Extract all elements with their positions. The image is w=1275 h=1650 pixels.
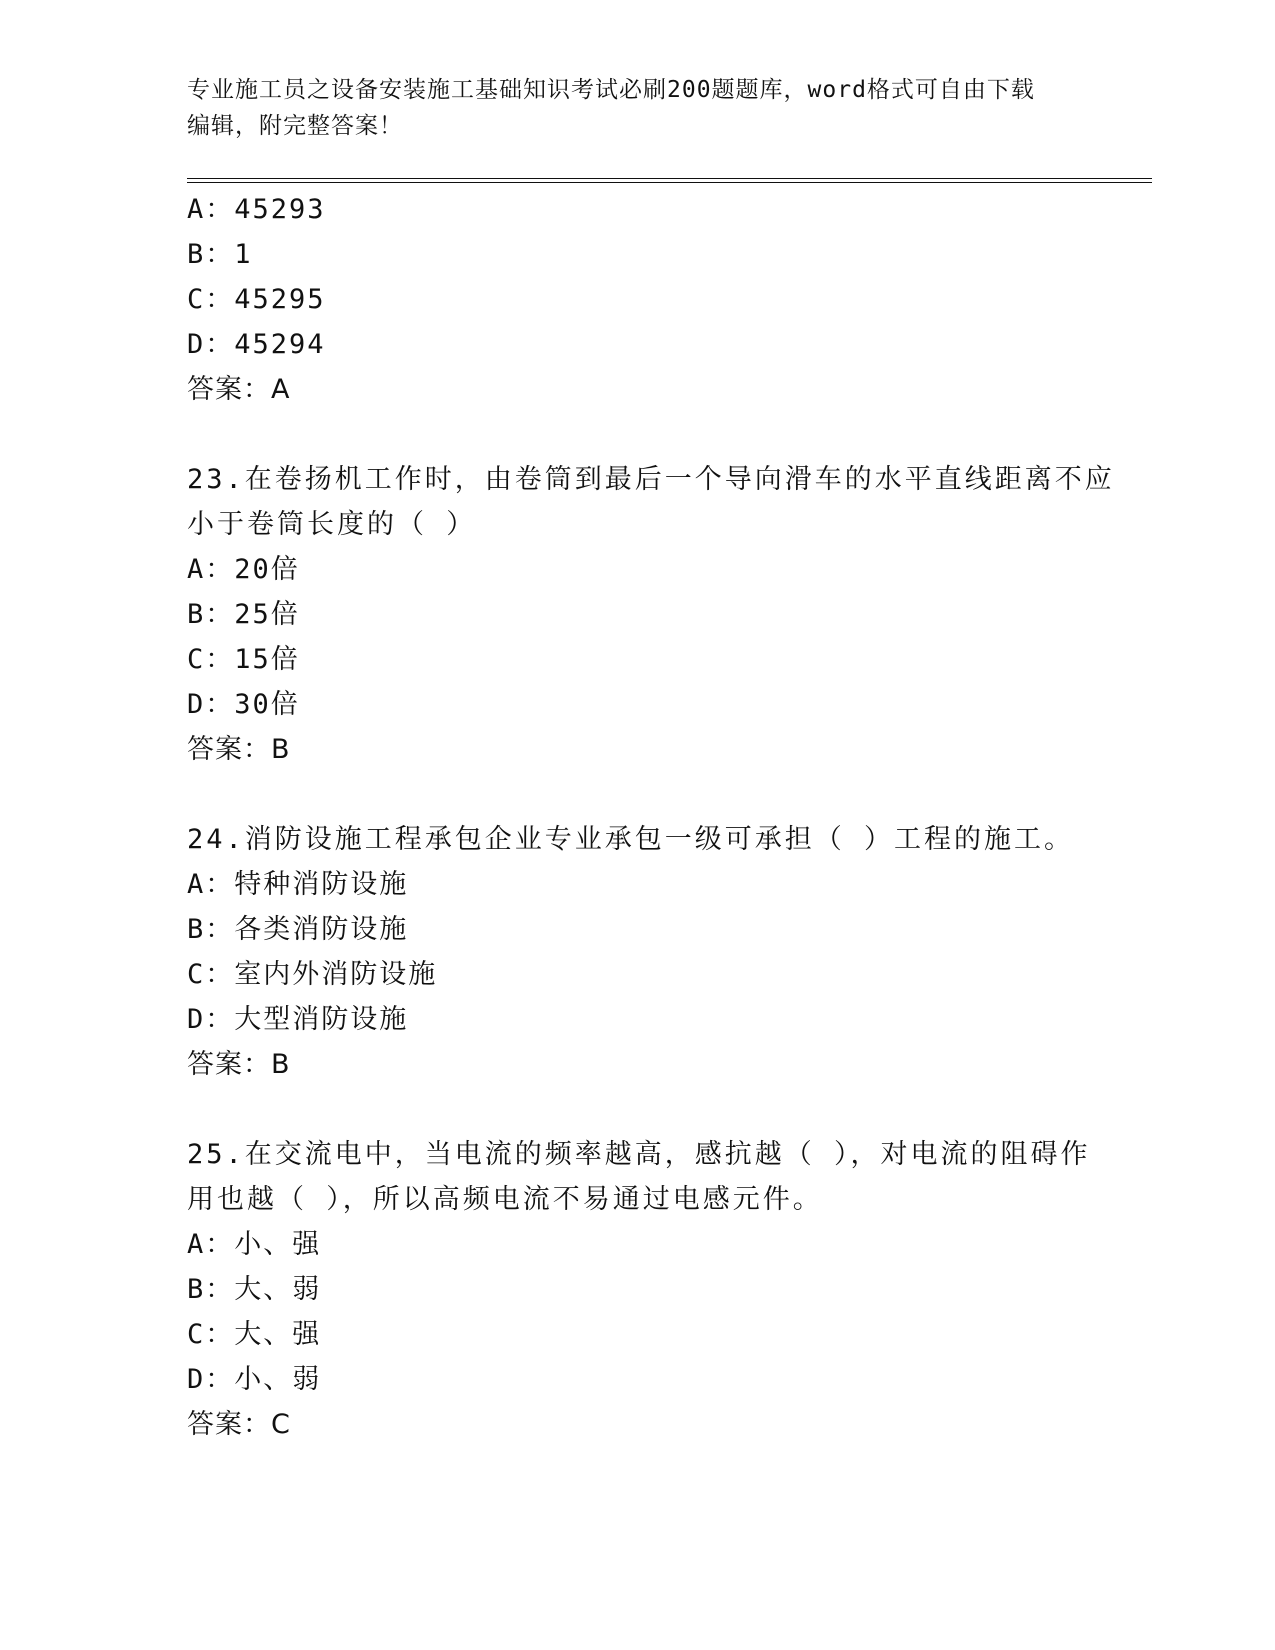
q23-option-d: D：30倍 <box>187 689 300 720</box>
q22-option-c: C：45295 <box>187 284 326 315</box>
q23-option-b: B：25倍 <box>187 599 300 630</box>
q24-option-c: C：室内外消防设施 <box>187 959 438 990</box>
q25-option-c: C：大、强 <box>187 1319 322 1350</box>
q23-text-line-1: 23.在卷扬机工作时，由卷筒到最后一个导向滑车的水平直线距离不应 <box>187 464 1115 495</box>
q25-option-d: D：小、弱 <box>187 1364 322 1395</box>
q22-option-a: A：45293 <box>187 194 326 225</box>
header-divider-bottom <box>187 182 1152 183</box>
document-header <box>187 72 1087 144</box>
header-line-2: 编辑，附完整答案！ <box>187 113 403 139</box>
q23-option-c: C：15倍 <box>187 644 300 675</box>
q22-option-d: D：45294 <box>187 329 326 360</box>
q24-option-b: B：各类消防设施 <box>187 914 409 945</box>
q25-option-b: B：大、弱 <box>187 1274 322 1305</box>
q22-answer: 答案：A <box>187 374 291 405</box>
q25-text-line-2: 用也越（ ），所以高频电流不易通过电感元件。 <box>187 1184 823 1215</box>
q24-answer: 答案：B <box>187 1049 291 1080</box>
q24-text-line-1: 24.消防设施工程承包企业专业承包一级可承担（ ）工程的施工。 <box>187 824 1075 855</box>
q22-option-b: B：1 <box>187 239 253 270</box>
q25-answer: 答案：C <box>187 1409 291 1440</box>
q23-text-line-2: 小于卷筒长度的（ ） <box>187 509 477 540</box>
header-line-1: 专业施工员之设备安装施工基础知识考试必刷200题题库，word格式可自由下载 <box>187 77 1035 103</box>
q24-option-a: A：特种消防设施 <box>187 869 409 900</box>
q25-text-line-1: 25.在交流电中，当电流的频率越高，感抗越（ ），对电流的阻碍作 <box>187 1139 1091 1170</box>
q25-option-a: A：小、强 <box>187 1229 322 1260</box>
header-divider-top <box>187 178 1152 179</box>
q24-option-d: D：大型消防设施 <box>187 1004 409 1035</box>
q23-option-a: A：20倍 <box>187 554 300 585</box>
q23-answer: 答案：B <box>187 734 291 765</box>
